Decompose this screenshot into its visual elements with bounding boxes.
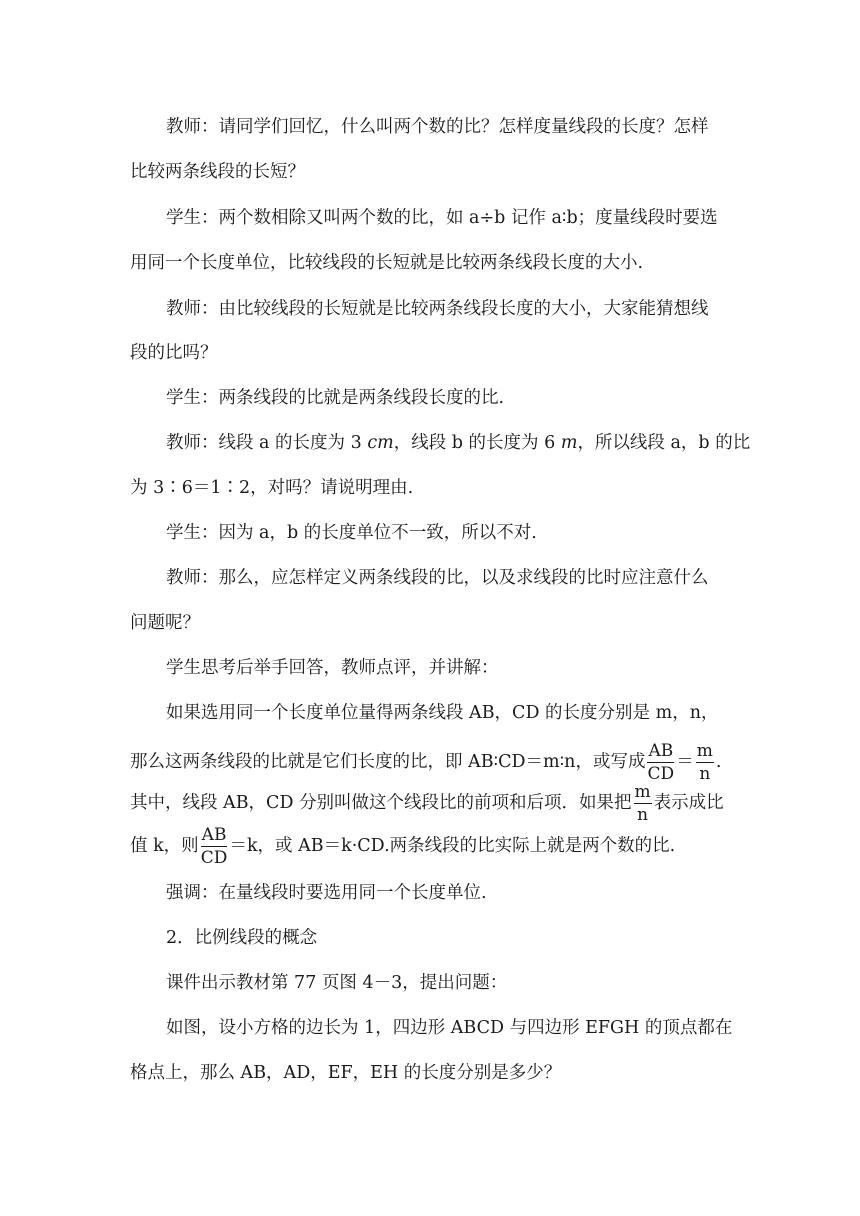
fraction-numerator: AB — [648, 740, 674, 761]
paragraph-teacher-3-line-2: 为 3∶6＝1∶2，对吗？请说明理由. — [130, 478, 414, 498]
definition-line-1: 如果选用同一个长度单位量得两条线段 AB，CD 的长度分别是 m，n， — [166, 703, 719, 723]
fraction-numerator: m — [696, 740, 713, 761]
unit-m: m — [560, 433, 578, 453]
emphasis-line: 强调：在量线段时要选用同一个长度单位. — [166, 883, 487, 903]
paragraph-teacher-1-line-1: 教师：请同学们回忆，什么叫两个数的比？怎样度量线段的长度？怎样 — [166, 117, 709, 137]
fraction-denominator: n — [699, 763, 711, 784]
question-line-1: 如图，设小方格的边长为 1，四边形 ABCD 与四边形 EFGH 的顶点都在 — [166, 1018, 733, 1038]
paragraph-teacher-3-line-1 — [0, 431, 860, 455]
paragraph-student-1-line-1: 学生：两个数相除又叫两个数的比，如 a÷b 记作 a∶b；度量线段时要选 — [166, 208, 718, 228]
definition-line-4 — [0, 826, 860, 867]
teacher-3-text-a: 教师：线段 a 的长度为 3 — [166, 433, 368, 453]
fraction-denominator: CD — [200, 847, 228, 868]
paragraph-teacher-4-line-1: 教师：那么，应怎样定义两条线段的比，以及求线段的比时应注意什么 — [166, 568, 709, 588]
period: . — [715, 752, 722, 772]
teacher-3-text-c: ，所以线段 a，b 的比 — [577, 433, 751, 453]
paragraph-explanation-intro: 学生思考后举手回答，教师点评，并讲解： — [166, 658, 499, 678]
paragraph-student-1-line-2: 用同一个长度单位，比较线段的长短就是比较两条线段长度的大小. — [130, 253, 644, 273]
fraction-numerator: m — [634, 781, 651, 802]
paragraph-student-3-line-1: 学生：因为 a，b 的长度单位不一致，所以不对. — [166, 523, 537, 543]
fraction-numerator: AB — [201, 824, 227, 845]
question-line-2: 格点上，那么 AB，AD，EF，EH 的长度分别是多少？ — [130, 1063, 562, 1083]
paragraph-student-2-line-1: 学生：两条线段的比就是两条线段长度的比. — [166, 388, 505, 408]
definition-line-3-text-b: 表示成比 — [653, 793, 724, 813]
definition-line-4-text-a: 值 k，则 — [130, 836, 199, 856]
definition-line-2 — [0, 742, 860, 783]
definition-line-3 — [0, 783, 860, 824]
definition-line-3-text-a: 其中，线段 AB，CD 分别叫做这个线段比的前项和后项．如果把 — [130, 793, 632, 813]
paragraph-teacher-1-line-2: 比较两条线段的长短？ — [130, 162, 305, 182]
fraction-denominator: n — [637, 804, 649, 825]
equals-sign: ＝ — [676, 752, 694, 772]
paragraph-teacher-2-line-2: 段的比吗？ — [130, 343, 218, 363]
section-heading-proportional-segments: 2．比例线段的概念 — [166, 928, 318, 948]
teacher-3-text-b: ，线段 b 的长度为 6 — [393, 433, 561, 453]
fraction-denominator: CD — [647, 763, 675, 784]
fraction-m-over-n — [696, 740, 714, 784]
courseware-prompt: 课件出示教材第 77 页图 4－3，提出问题： — [166, 973, 508, 993]
unit-cm: cm — [367, 433, 394, 453]
paragraph-teacher-4-line-2: 问题呢？ — [130, 613, 200, 633]
definition-line-4-text-b: ＝k，或 AB＝k·CD.两条线段的比实际上就是两个数的比. — [229, 836, 676, 856]
fraction-ab-over-cd — [647, 740, 675, 784]
fraction-ab-over-cd — [200, 824, 228, 868]
paragraph-teacher-2-line-1: 教师：由比较线段的长短就是比较两条线段长度的大小，大家能猜想线 — [166, 299, 709, 319]
fraction-m-over-n — [634, 781, 652, 825]
definition-line-2-text: 那么这两条线段的比就是它们长度的比，即 AB∶CD＝m∶n，或写成 — [130, 752, 646, 772]
